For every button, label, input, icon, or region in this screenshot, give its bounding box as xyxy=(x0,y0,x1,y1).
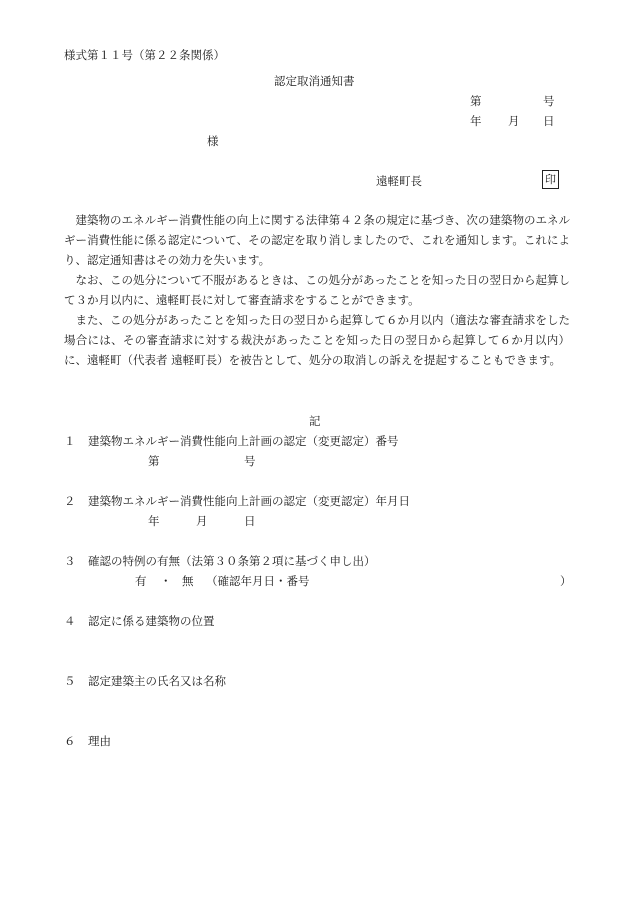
item1-number: １ xyxy=(64,434,76,448)
body-paragraph-2: なお、この処分について不服があるときは、この処分があったことを知った日の翌日から起算して３か月以内に、遠軽町長に対して審査請求をすることができます。 xyxy=(64,273,570,307)
item3-label: 確認の特例の有無（法第３０条第２項に基づく申し出） xyxy=(88,554,376,568)
body-paragraph-3: また、この処分があったことを知った日の翌日から起算して６か月以内（適法な審査請求をした場合には、その審査請求に対する裁決があったことを知った日の翌日から起算して６か月以内）に、遠軽町（代表者 遠軽町長）を被告として、処分の取消しの訴えを提起することもできます。 xyxy=(64,313,570,367)
item3-detail-close: ） xyxy=(560,574,572,588)
item4-label: 認定に係る建築物の位置 xyxy=(88,614,215,628)
item1-label: 建築物エネルギー消費性能向上計画の認定（変更認定）番号 xyxy=(88,434,399,448)
date-month: 月 xyxy=(508,114,520,128)
item3-separator: ・ xyxy=(160,574,172,588)
item2-day: 日 xyxy=(244,514,256,528)
number-suffix: 号 xyxy=(543,94,555,108)
date-day: 日 xyxy=(543,114,555,128)
form-number-label: 様式第１１号（第２２条関係） xyxy=(64,48,225,62)
item3-detail-open: （確認年月日・番号 xyxy=(206,574,310,588)
item1-dai: 第 xyxy=(148,454,160,468)
ki-heading: 記 xyxy=(309,414,321,428)
item6-number: ６ xyxy=(64,734,76,748)
addressee-suffix: 様 xyxy=(207,134,219,148)
document-title: 認定取消通知書 xyxy=(274,74,355,88)
item5-number: ５ xyxy=(64,674,76,688)
seal-stamp: 印 xyxy=(542,170,559,189)
item3-number: ３ xyxy=(64,554,76,568)
issuer-name: 遠軽町長 xyxy=(376,174,422,188)
item2-month: 月 xyxy=(196,514,208,528)
item3-no: 無 xyxy=(182,574,194,588)
item2-label: 建築物エネルギー消費性能向上計画の認定（変更認定）年月日 xyxy=(88,494,410,508)
item2-number: ２ xyxy=(64,494,76,508)
body-paragraph-1: 建築物のエネルギー消費性能の向上に関する法律第４２条の規定に基づき、次の建築物のエネルギー消費性能に係る認定について、その認定を取り消しましたので、これを通知します。これにより、認定通知書はその効力を失います。 xyxy=(64,213,570,267)
item1-go: 号 xyxy=(244,454,256,468)
item6-label: 理由 xyxy=(88,734,111,748)
item3-yes: 有 xyxy=(135,574,147,588)
number-prefix: 第 xyxy=(470,94,482,108)
item5-label: 認定建築主の氏名又は名称 xyxy=(88,674,226,688)
date-year: 年 xyxy=(470,114,482,128)
item4-number: ４ xyxy=(64,614,76,628)
item2-year: 年 xyxy=(148,514,160,528)
